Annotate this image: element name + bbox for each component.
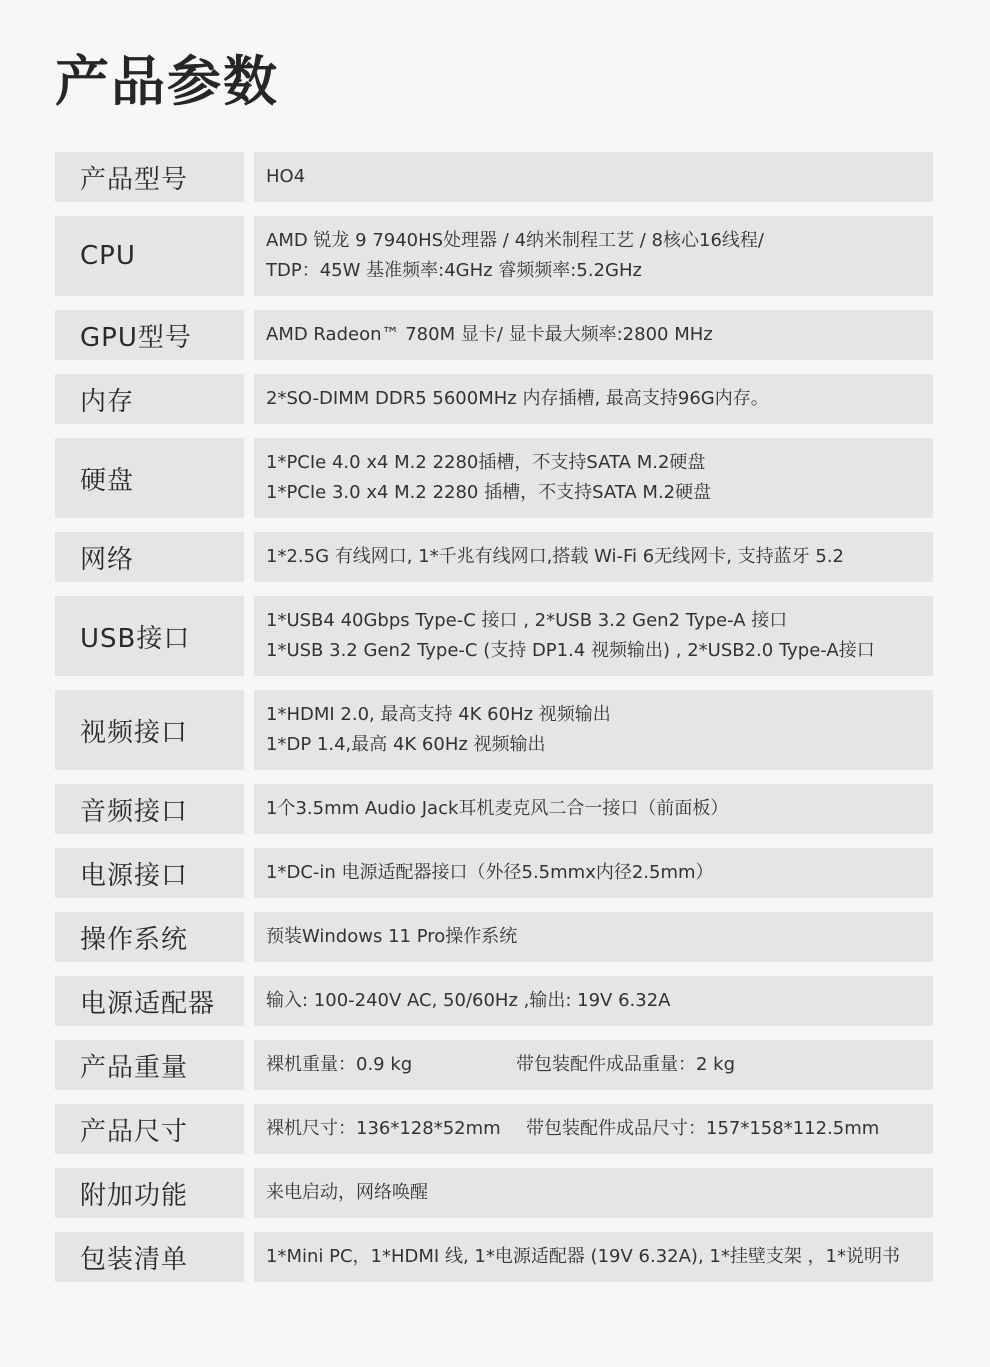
spec-value-part: 带包装配件成品尺寸：157*158*112.5mm [526, 1118, 880, 1139]
spec-value [254, 1040, 933, 1090]
spec-value-line: 1*PCIe 4.0 x4 M.2 2280插槽，不支持SATA M.2硬盘 [266, 452, 706, 473]
spec-value [254, 1232, 933, 1282]
spec-value-line: 1*2.5G 有线网口, 1*千兆有线网口,搭载 Wi-Fi 6无线网卡, 支持蓝牙 5.2 [266, 546, 844, 567]
spec-value-line: 预装Windows 11 Pro操作系统 [266, 926, 518, 947]
spec-label: 操作系统 [55, 912, 244, 962]
spec-label: 附加功能 [55, 1168, 244, 1218]
spec-label: 产品尺寸 [55, 1104, 244, 1154]
spec-value-line: AMD 锐龙 9 7940HS处理器 / 4纳米制程工艺 / 8核心16线程/ [266, 230, 764, 251]
spec-value-line [266, 1050, 933, 1080]
spec-value [254, 976, 933, 1026]
spec-label: 产品重量 [55, 1040, 244, 1090]
spec-label: GPU型号 [55, 310, 244, 360]
spec-row-weight [55, 1040, 933, 1090]
spec-label: 视频接口 [55, 690, 244, 770]
spec-row-power-port [55, 848, 933, 898]
spec-row-network [55, 532, 933, 582]
spec-value-line: 1*USB4 40Gbps Type-C 接口 , 2*USB 3.2 Gen2 Type-A 接口 [266, 610, 788, 631]
spec-row-os [55, 912, 933, 962]
spec-row-audio [55, 784, 933, 834]
spec-value [254, 216, 933, 296]
spec-value [254, 1104, 933, 1154]
spec-row-model [55, 152, 933, 202]
spec-row-usb [55, 596, 933, 676]
spec-value-line: 1*DP 1.4,最高 4K 60Hz 视频输出 [266, 734, 546, 755]
spec-row-cpu [55, 216, 933, 296]
spec-value-line: HO4 [266, 166, 306, 187]
spec-row-extra-features [55, 1168, 933, 1218]
spec-row-package-contents [55, 1232, 933, 1282]
spec-row-power-adapter [55, 976, 933, 1026]
spec-value [254, 438, 933, 518]
spec-value [254, 784, 933, 834]
spec-value [254, 912, 933, 962]
spec-row-video [55, 690, 933, 770]
spec-value [254, 532, 933, 582]
spec-value-line: 1*USB 3.2 Gen2 Type-C (支持 DP1.4 视频输出) , 2*USB2.0 Type-A接口 [266, 640, 875, 661]
spec-label: 硬盘 [55, 438, 244, 518]
spec-label: 包装清单 [55, 1232, 244, 1282]
spec-label: 电源适配器 [55, 976, 244, 1026]
spec-value [254, 374, 933, 424]
spec-value [254, 848, 933, 898]
spec-value [254, 690, 933, 770]
spec-label: USB接口 [55, 596, 244, 676]
spec-value-line: 来电启动，网络唤醒 [266, 1182, 428, 1203]
spec-value-line: 输入: 100-240V AC, 50/60Hz ,输出: 19V 6.32A [266, 990, 671, 1011]
spec-value-line: 1个3.5mm Audio Jack耳机麦克风二合一接口（前面板） [266, 798, 729, 819]
spec-value-line [266, 1114, 933, 1144]
spec-row-memory [55, 374, 933, 424]
spec-value-line: TDP：45W 基准频率:4GHz 睿频频率:5.2GHz [266, 260, 642, 281]
spec-label: CPU [55, 216, 244, 296]
spec-value-line: 1*PCIe 3.0 x4 M.2 2280 插槽，不支持SATA M.2硬盘 [266, 482, 712, 503]
spec-value-part: 裸机重量：0.9 kg [266, 1054, 413, 1075]
spec-value-line: 1*HDMI 2.0, 最高支持 4K 60Hz 视频输出 [266, 704, 611, 725]
spec-row-dimensions [55, 1104, 933, 1154]
spec-value [254, 596, 933, 676]
page-title: 产品参数 [55, 50, 279, 113]
spec-value [254, 310, 933, 360]
spec-value-line: AMD Radeon™ 780M 显卡/ 显卡最大频率:2800 MHz [266, 324, 713, 345]
spec-value-line: 1*Mini PC，1*HDMI 线, 1*电源适配器 (19V 6.32A), 1*挂壁支架 ，1*说明书 [266, 1246, 901, 1267]
spec-table [55, 152, 933, 1296]
spec-label: 音频接口 [55, 784, 244, 834]
spec-value-line: 2*SO-DIMM DDR5 5600MHz 内存插槽, 最高支持96G内存。 [266, 388, 769, 409]
spec-value-line: 1*DC-in 电源适配器接口（外径5.5mmx内径2.5mm） [266, 862, 714, 883]
spec-label: 电源接口 [55, 848, 244, 898]
spec-row-gpu [55, 310, 933, 360]
spec-value-part: 带包装配件成品重量：2 kg [516, 1054, 736, 1075]
spec-value [254, 1168, 933, 1218]
spec-label: 内存 [55, 374, 244, 424]
spec-label: 产品型号 [55, 152, 244, 202]
spec-value [254, 152, 933, 202]
spec-value-part: 裸机尺寸：136*128*52mm [266, 1118, 501, 1139]
spec-label: 网络 [55, 532, 244, 582]
spec-row-storage [55, 438, 933, 518]
